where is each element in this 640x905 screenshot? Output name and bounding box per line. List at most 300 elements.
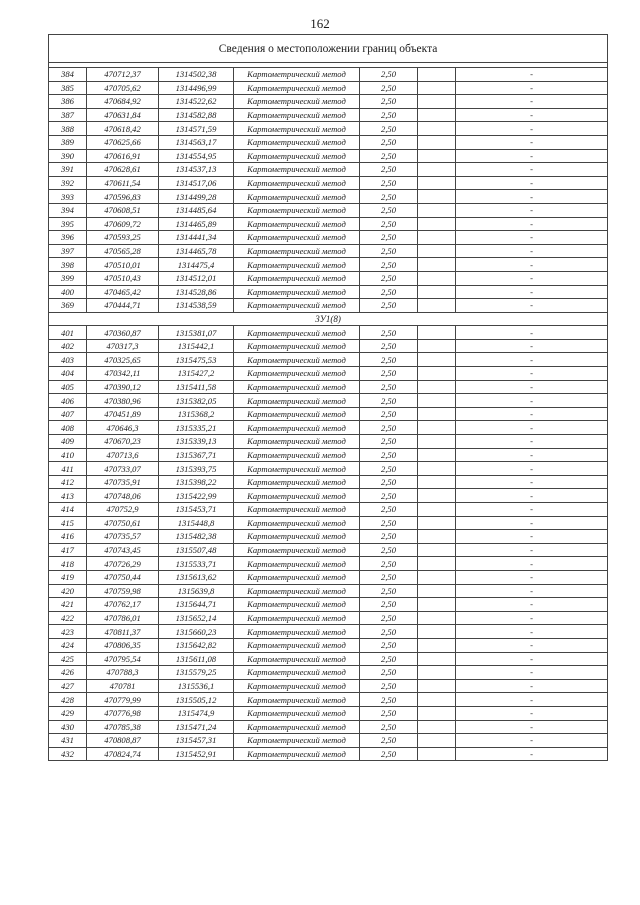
cell-point-number: 384 — [49, 68, 87, 82]
cell-method: Картометрический метод — [234, 394, 360, 408]
cell-description: - — [456, 190, 608, 204]
cell-point-number: 406 — [49, 394, 87, 408]
cell-point-number: 432 — [49, 747, 87, 761]
cell-blank — [418, 489, 456, 503]
cell-point-number: 410 — [49, 448, 87, 462]
cell-point-number: 413 — [49, 489, 87, 503]
cell-accuracy: 2,50 — [360, 706, 418, 720]
table-row — [49, 557, 608, 571]
cell-description: - — [456, 326, 608, 340]
cell-point-number: 414 — [49, 503, 87, 517]
cell-blank — [418, 190, 456, 204]
cell-accuracy: 2,50 — [360, 611, 418, 625]
cell-blank — [418, 475, 456, 489]
cell-description: - — [456, 747, 608, 761]
table-row — [49, 244, 608, 258]
table-row — [49, 666, 608, 680]
cell-description: - — [456, 503, 608, 517]
cell-accuracy: 2,50 — [360, 244, 418, 258]
cell-method: Картометрический метод — [234, 353, 360, 367]
cell-y-coordinate: 1315475,53 — [159, 353, 234, 367]
cell-description: - — [456, 557, 608, 571]
cell-x-coordinate: 470609,72 — [87, 217, 159, 231]
cell-blank — [418, 81, 456, 95]
cell-description: - — [456, 176, 608, 190]
cell-x-coordinate: 470465,42 — [87, 285, 159, 299]
cell-point-number: 397 — [49, 244, 87, 258]
cell-method: Картометрический метод — [234, 135, 360, 149]
cell-description: - — [456, 163, 608, 177]
cell-point-number: 401 — [49, 326, 87, 340]
cell-y-coordinate: 1315367,71 — [159, 448, 234, 462]
cell-x-coordinate: 470684,92 — [87, 95, 159, 109]
cell-x-coordinate: 470726,29 — [87, 557, 159, 571]
cell-description: - — [456, 203, 608, 217]
cell-blank — [418, 271, 456, 285]
cell-x-coordinate: 470325,65 — [87, 353, 159, 367]
cell-y-coordinate: 1315579,25 — [159, 666, 234, 680]
cell-y-coordinate: 1315448,8 — [159, 516, 234, 530]
cell-accuracy: 2,50 — [360, 163, 418, 177]
cell-accuracy: 2,50 — [360, 530, 418, 544]
cell-y-coordinate: 1314502,38 — [159, 68, 234, 82]
cell-method: Картометрический метод — [234, 258, 360, 272]
cell-description: - — [456, 489, 608, 503]
cell-method: Картометрический метод — [234, 625, 360, 639]
cell-y-coordinate: 1315639,8 — [159, 584, 234, 598]
cell-accuracy: 2,50 — [360, 734, 418, 748]
cell-method: Картометрический метод — [234, 598, 360, 612]
cell-blank — [418, 339, 456, 353]
cell-description: - — [456, 448, 608, 462]
cell-method: Картометрический метод — [234, 435, 360, 449]
cell-method: Картометрический метод — [234, 720, 360, 734]
table-row — [49, 149, 608, 163]
cell-blank — [418, 625, 456, 639]
cell-accuracy: 2,50 — [360, 475, 418, 489]
cell-method: Картометрический метод — [234, 747, 360, 761]
cell-blank — [418, 258, 456, 272]
cell-blank — [418, 326, 456, 340]
cell-point-number: 415 — [49, 516, 87, 530]
cell-description: - — [456, 122, 608, 136]
table-row — [49, 638, 608, 652]
cell-accuracy: 2,50 — [360, 339, 418, 353]
cell-description: - — [456, 693, 608, 707]
cell-blank — [418, 706, 456, 720]
cell-y-coordinate: 1314465,89 — [159, 217, 234, 231]
cell-description: - — [456, 407, 608, 421]
cell-description: - — [456, 530, 608, 544]
table-row — [49, 475, 608, 489]
cell-point-number: 408 — [49, 421, 87, 435]
cell-y-coordinate: 1314517,06 — [159, 176, 234, 190]
cell-blank — [418, 611, 456, 625]
cell-y-coordinate: 1315471,24 — [159, 720, 234, 734]
cell-x-coordinate: 470380,96 — [87, 394, 159, 408]
cell-blank — [418, 435, 456, 449]
cell-point-number: 422 — [49, 611, 87, 625]
cell-blank — [418, 638, 456, 652]
cell-blank — [418, 693, 456, 707]
cell-blank — [418, 299, 456, 313]
cell-x-coordinate: 470776,98 — [87, 706, 159, 720]
cell-method: Картометрический метод — [234, 543, 360, 557]
cell-blank — [418, 448, 456, 462]
cell-description: - — [456, 584, 608, 598]
cell-point-number: 390 — [49, 149, 87, 163]
cell-accuracy: 2,50 — [360, 217, 418, 231]
cell-method: Картометрический метод — [234, 285, 360, 299]
cell-blank — [418, 68, 456, 82]
table-row — [49, 611, 608, 625]
cell-point-number: 395 — [49, 217, 87, 231]
section-header-row — [49, 312, 608, 326]
cell-y-coordinate: 1314496,99 — [159, 81, 234, 95]
cell-y-coordinate: 1315611,08 — [159, 652, 234, 666]
cell-y-coordinate: 1315482,38 — [159, 530, 234, 544]
cell-blank — [418, 122, 456, 136]
cell-y-coordinate: 1315536,1 — [159, 679, 234, 693]
cell-point-number: 417 — [49, 543, 87, 557]
cell-y-coordinate: 1315442,1 — [159, 339, 234, 353]
table-row — [49, 271, 608, 285]
cell-x-coordinate: 470762,17 — [87, 598, 159, 612]
cell-description: - — [456, 108, 608, 122]
cell-accuracy: 2,50 — [360, 435, 418, 449]
cell-accuracy: 2,50 — [360, 149, 418, 163]
cell-blank — [418, 557, 456, 571]
cell-blank — [418, 108, 456, 122]
table-row — [49, 679, 608, 693]
cell-accuracy: 2,50 — [360, 503, 418, 517]
table-row — [49, 258, 608, 272]
cell-y-coordinate: 1315642,82 — [159, 638, 234, 652]
cell-y-coordinate: 1315613,62 — [159, 570, 234, 584]
cell-method: Картометрический метод — [234, 666, 360, 680]
cell-method: Картометрический метод — [234, 570, 360, 584]
cell-y-coordinate: 1315452,91 — [159, 747, 234, 761]
table-row — [49, 516, 608, 530]
cell-blank — [418, 394, 456, 408]
section-label: 3У1(8) — [49, 312, 608, 326]
cell-method: Картометрический метод — [234, 380, 360, 394]
cell-x-coordinate: 470795,54 — [87, 652, 159, 666]
table-row — [49, 598, 608, 612]
cell-method: Картометрический метод — [234, 217, 360, 231]
cell-method: Картометрический метод — [234, 462, 360, 476]
cell-x-coordinate: 470628,61 — [87, 163, 159, 177]
cell-point-number: 385 — [49, 81, 87, 95]
cell-y-coordinate: 1315368,2 — [159, 407, 234, 421]
cell-point-number: 389 — [49, 135, 87, 149]
cell-description: - — [456, 543, 608, 557]
cell-x-coordinate: 470743,45 — [87, 543, 159, 557]
cell-y-coordinate: 1315422,99 — [159, 489, 234, 503]
cell-description: - — [456, 353, 608, 367]
table-row — [49, 448, 608, 462]
cell-accuracy: 2,50 — [360, 693, 418, 707]
cell-accuracy: 2,50 — [360, 638, 418, 652]
cell-accuracy: 2,50 — [360, 720, 418, 734]
cell-blank — [418, 407, 456, 421]
table-row — [49, 407, 608, 421]
table-body — [49, 35, 608, 761]
table-row — [49, 462, 608, 476]
cell-description: - — [456, 625, 608, 639]
cell-x-coordinate: 470618,42 — [87, 122, 159, 136]
cell-blank — [418, 135, 456, 149]
cell-y-coordinate: 1315427,2 — [159, 367, 234, 381]
cell-point-number: 369 — [49, 299, 87, 313]
cell-description: - — [456, 734, 608, 748]
cell-point-number: 398 — [49, 258, 87, 272]
cell-method: Картометрический метод — [234, 421, 360, 435]
cell-x-coordinate: 470735,91 — [87, 475, 159, 489]
cell-description: - — [456, 258, 608, 272]
table-row — [49, 489, 608, 503]
cell-accuracy: 2,50 — [360, 570, 418, 584]
cell-point-number: 392 — [49, 176, 87, 190]
cell-y-coordinate: 1315335,21 — [159, 421, 234, 435]
cell-blank — [418, 503, 456, 517]
table-row — [49, 570, 608, 584]
cell-accuracy: 2,50 — [360, 367, 418, 381]
table-row — [49, 720, 608, 734]
cell-blank — [418, 462, 456, 476]
cell-accuracy: 2,50 — [360, 108, 418, 122]
cell-blank — [418, 176, 456, 190]
cell-point-number: 430 — [49, 720, 87, 734]
cell-point-number: 400 — [49, 285, 87, 299]
cell-point-number: 428 — [49, 693, 87, 707]
cell-blank — [418, 530, 456, 544]
table-row — [49, 421, 608, 435]
cell-y-coordinate: 1315652,14 — [159, 611, 234, 625]
cell-point-number: 421 — [49, 598, 87, 612]
cell-x-coordinate: 470510,01 — [87, 258, 159, 272]
table-row — [49, 81, 608, 95]
cell-description: - — [456, 231, 608, 245]
cell-blank — [418, 353, 456, 367]
cell-method: Картометрический метод — [234, 163, 360, 177]
cell-x-coordinate: 470390,12 — [87, 380, 159, 394]
cell-method: Картометрический метод — [234, 693, 360, 707]
table-row — [49, 380, 608, 394]
cell-method: Картометрический метод — [234, 679, 360, 693]
cell-method: Картометрический метод — [234, 652, 360, 666]
cell-blank — [418, 516, 456, 530]
cell-point-number: 386 — [49, 95, 87, 109]
cell-accuracy: 2,50 — [360, 489, 418, 503]
cell-method: Картометрический метод — [234, 231, 360, 245]
cell-y-coordinate: 1314465,78 — [159, 244, 234, 258]
cell-accuracy: 2,50 — [360, 598, 418, 612]
cell-description: - — [456, 679, 608, 693]
table-row — [49, 693, 608, 707]
cell-description: - — [456, 95, 608, 109]
cell-accuracy: 2,50 — [360, 231, 418, 245]
cell-blank — [418, 747, 456, 761]
cell-method: Картометрический метод — [234, 475, 360, 489]
cell-accuracy: 2,50 — [360, 271, 418, 285]
cell-point-number: 416 — [49, 530, 87, 544]
table-row — [49, 625, 608, 639]
cell-x-coordinate: 470788,3 — [87, 666, 159, 680]
cell-point-number: 419 — [49, 570, 87, 584]
cell-method: Картометрический метод — [234, 638, 360, 652]
cell-x-coordinate: 470824,74 — [87, 747, 159, 761]
cell-method: Картометрический метод — [234, 706, 360, 720]
cell-point-number: 391 — [49, 163, 87, 177]
cell-point-number: 409 — [49, 435, 87, 449]
cell-description: - — [456, 570, 608, 584]
table-row — [49, 299, 608, 313]
table-row — [49, 163, 608, 177]
cell-blank — [418, 652, 456, 666]
cell-y-coordinate: 1314537,13 — [159, 163, 234, 177]
cell-method: Картометрический метод — [234, 149, 360, 163]
cell-y-coordinate: 1315453,71 — [159, 503, 234, 517]
cell-point-number: 387 — [49, 108, 87, 122]
cell-y-coordinate: 1315382,05 — [159, 394, 234, 408]
cell-accuracy: 2,50 — [360, 135, 418, 149]
cell-description: - — [456, 611, 608, 625]
cell-x-coordinate: 470735,57 — [87, 530, 159, 544]
table-title: Сведения о местоположении границ объекта — [49, 35, 608, 63]
cell-accuracy: 2,50 — [360, 380, 418, 394]
cell-method: Картометрический метод — [234, 407, 360, 421]
cell-y-coordinate: 1315533,71 — [159, 557, 234, 571]
table-row — [49, 353, 608, 367]
cell-point-number: 405 — [49, 380, 87, 394]
cell-accuracy: 2,50 — [360, 68, 418, 82]
cell-y-coordinate: 1315644,71 — [159, 598, 234, 612]
cell-accuracy: 2,50 — [360, 190, 418, 204]
cell-description: - — [456, 81, 608, 95]
cell-description: - — [456, 462, 608, 476]
cell-x-coordinate: 470712,37 — [87, 68, 159, 82]
cell-x-coordinate: 470670,23 — [87, 435, 159, 449]
cell-y-coordinate: 1314554,95 — [159, 149, 234, 163]
cell-method: Картометрический метод — [234, 299, 360, 313]
cell-method: Картометрический метод — [234, 503, 360, 517]
cell-x-coordinate: 470646,3 — [87, 421, 159, 435]
table-row — [49, 203, 608, 217]
table-row — [49, 543, 608, 557]
table-row — [49, 435, 608, 449]
cell-blank — [418, 380, 456, 394]
cell-accuracy: 2,50 — [360, 679, 418, 693]
cell-description: - — [456, 394, 608, 408]
cell-x-coordinate: 470786,01 — [87, 611, 159, 625]
cell-point-number: 407 — [49, 407, 87, 421]
boundary-table — [48, 34, 608, 761]
table-row — [49, 135, 608, 149]
cell-blank — [418, 720, 456, 734]
cell-blank — [418, 570, 456, 584]
cell-accuracy: 2,50 — [360, 584, 418, 598]
cell-accuracy: 2,50 — [360, 407, 418, 421]
cell-x-coordinate: 470611,54 — [87, 176, 159, 190]
cell-accuracy: 2,50 — [360, 448, 418, 462]
cell-blank — [418, 231, 456, 245]
cell-description: - — [456, 339, 608, 353]
cell-description: - — [456, 652, 608, 666]
cell-x-coordinate: 470748,06 — [87, 489, 159, 503]
cell-accuracy: 2,50 — [360, 299, 418, 313]
cell-method: Картометрический метод — [234, 244, 360, 258]
cell-x-coordinate: 470596,83 — [87, 190, 159, 204]
cell-y-coordinate: 1314571,59 — [159, 122, 234, 136]
cell-description: - — [456, 720, 608, 734]
cell-y-coordinate: 1314512,01 — [159, 271, 234, 285]
cell-x-coordinate: 470785,38 — [87, 720, 159, 734]
cell-blank — [418, 666, 456, 680]
cell-x-coordinate: 470342,11 — [87, 367, 159, 381]
cell-method: Картометрический метод — [234, 584, 360, 598]
page-number: 162 — [310, 16, 330, 31]
cell-point-number: 404 — [49, 367, 87, 381]
cell-x-coordinate: 470631,84 — [87, 108, 159, 122]
cell-y-coordinate: 1314528,86 — [159, 285, 234, 299]
cell-point-number: 399 — [49, 271, 87, 285]
cell-x-coordinate: 470759,98 — [87, 584, 159, 598]
cell-method: Картометрический метод — [234, 122, 360, 136]
cell-accuracy: 2,50 — [360, 462, 418, 476]
cell-description: - — [456, 516, 608, 530]
cell-method: Картометрический метод — [234, 176, 360, 190]
table-row — [49, 122, 608, 136]
cell-method: Картометрический метод — [234, 339, 360, 353]
cell-x-coordinate: 470451,89 — [87, 407, 159, 421]
cell-point-number: 396 — [49, 231, 87, 245]
cell-accuracy: 2,50 — [360, 326, 418, 340]
table-row — [49, 367, 608, 381]
cell-method: Картометрический метод — [234, 326, 360, 340]
table-row — [49, 176, 608, 190]
table-row — [49, 747, 608, 761]
cell-point-number: 411 — [49, 462, 87, 476]
cell-accuracy: 2,50 — [360, 258, 418, 272]
cell-description: - — [456, 299, 608, 313]
cell-y-coordinate: 1315457,31 — [159, 734, 234, 748]
cell-point-number: 402 — [49, 339, 87, 353]
table-row — [49, 394, 608, 408]
cell-description: - — [456, 598, 608, 612]
cell-accuracy: 2,50 — [360, 516, 418, 530]
cell-method: Картометрический метод — [234, 611, 360, 625]
cell-x-coordinate: 470593,25 — [87, 231, 159, 245]
cell-blank — [418, 367, 456, 381]
boundary-coordinates-sheet — [48, 34, 607, 761]
cell-y-coordinate: 1315474,9 — [159, 706, 234, 720]
table-row — [49, 108, 608, 122]
cell-x-coordinate: 470808,87 — [87, 734, 159, 748]
cell-x-coordinate: 470752,9 — [87, 503, 159, 517]
cell-y-coordinate: 1314522,62 — [159, 95, 234, 109]
cell-x-coordinate: 470565,28 — [87, 244, 159, 258]
cell-method: Картометрический метод — [234, 557, 360, 571]
cell-point-number: 420 — [49, 584, 87, 598]
cell-x-coordinate: 470733,07 — [87, 462, 159, 476]
cell-description: - — [456, 285, 608, 299]
cell-accuracy: 2,50 — [360, 543, 418, 557]
cell-accuracy: 2,50 — [360, 285, 418, 299]
cell-accuracy: 2,50 — [360, 95, 418, 109]
cell-blank — [418, 244, 456, 258]
cell-method: Картометрический метод — [234, 203, 360, 217]
